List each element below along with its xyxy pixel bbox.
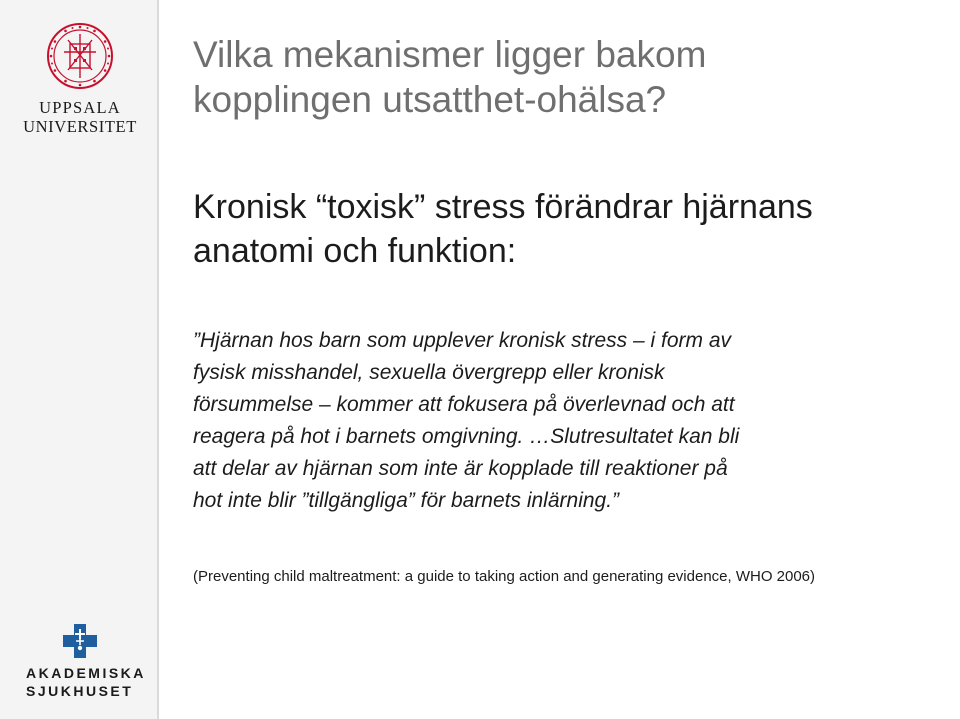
quote-line: hot inte blir ”tillgängliga” för barnets inlärning.”	[193, 489, 620, 512]
uppsala-university-logo	[22, 22, 138, 136]
akademiska-sjukhuset-logo	[10, 624, 150, 700]
logo-text-line2: SJUKHUSET	[26, 683, 134, 699]
quote-line: försummelse – kommer att fokusera på överlevnad och att	[193, 393, 735, 416]
quote-block	[193, 325, 933, 517]
logo-text-line1: UPPSALA	[39, 98, 121, 117]
subtitle-line: Kronisk “toxisk” stress förändrar hjärnans	[193, 188, 813, 226]
subtitle-line: anatomi och funktion:	[193, 232, 517, 270]
quote-line: reagera på hot i barnets omgivning. …Slutresultatet kan bli	[193, 425, 740, 448]
logo-text-line2: UNIVERSITET	[23, 117, 137, 136]
quote-line: att delar av hjärnan som inte är kopplade till reaktioner på	[193, 457, 728, 480]
quote-line: ”Hjärnan hos barn som upplever kronisk stress – i form av	[193, 329, 732, 352]
logo-text-line1: AKADEMISKA	[26, 665, 146, 681]
sidebar	[0, 0, 159, 719]
quote-line: fysisk misshandel, sexuella övergrepp eller kronisk	[193, 361, 665, 384]
title-line: kopplingen utsatthet-ohälsa?	[193, 79, 667, 120]
uppsala-university-seal-icon	[46, 22, 114, 90]
slide-title	[193, 32, 933, 122]
slide-subtitle	[193, 185, 933, 273]
source-reference: (Preventing child maltreatment: a guide to taking action and generating evidence, WHO 2006)	[193, 568, 816, 585]
title-line: Vilka mekanismer ligger bakom	[193, 34, 707, 75]
akademiska-cross-icon	[63, 624, 97, 658]
